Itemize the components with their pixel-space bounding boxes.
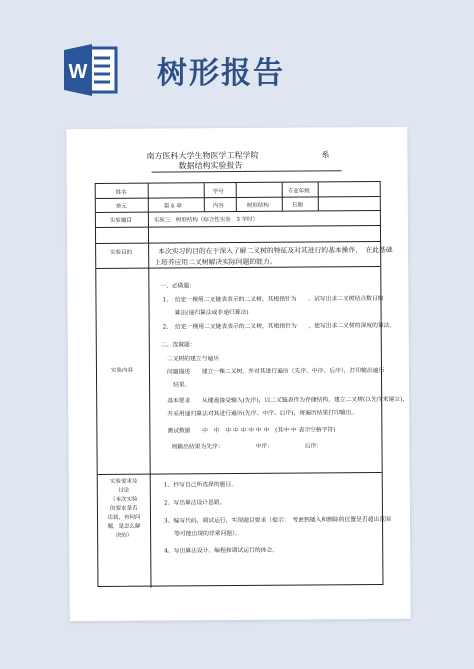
word-document-icon [62,42,120,98]
row-divider [96,225,380,228]
date-label: 日期 [291,202,303,209]
row-divider [96,266,380,269]
student-id-label: 学号 [212,189,224,196]
unit-label: 单元 [115,203,127,210]
school-name: 南方医科大学生物医学工程学院 [146,150,259,161]
content-line: 算法(递归算法或非递归算法) [174,309,249,317]
purpose-label: 实验目的 [110,249,133,256]
name-label: 姓名 [115,189,127,196]
column-divider [318,182,319,210]
content-line: 1、 给定一棵用二叉链表表示的二叉树，其根指针为 。试写出求二叉树结点数目的 [162,295,384,304]
requirement-line: 1、抄写自己所选择的题目。 [163,482,238,489]
requirement-line: 4、写出算法设计、编程和调试运行的体会。 [164,547,279,555]
row-divider [96,196,380,199]
row-divider [98,472,382,475]
requirement-line: 等可能出现的异常问题）。 [174,530,241,538]
content-value: 树形结构 [246,202,269,209]
content-line: 二叉树的建立与遍历 [166,356,220,363]
content-line: 并采用递归算法对其进行遍历(先序、中序、后序)，将遍历结果打印输出。 [167,410,358,418]
report-table [95,181,409,587]
row-divider [96,210,380,213]
topic-value: 实验三 树形结构（综合性实验 3 学时） [153,216,259,224]
title-underline [152,170,342,172]
content-line: 则输出结果为先序： 中序： 后序： [171,443,323,451]
column-divider [236,183,237,211]
content-line: 测试数据 中 中 中 中 中 中 中 中 (其中 中 表示空格字符) [167,427,336,435]
column-divider [282,183,283,211]
page-title: 树形报告 [157,56,285,91]
major-grade-label: 专业年级 [287,188,310,195]
content-line: 二、选做题： [160,342,196,349]
dept-suffix: 系 [321,150,330,160]
column-divider [148,184,152,588]
content-label: 内容 [212,203,224,210]
purpose-line-1: 本次实习的目的在于深入了解二叉树的特征及对其进行的基本操作， 在此基础 [158,245,393,256]
content-line: 2、 给定一棵用二叉链表表示的二叉树，其根指针为 ，使写出求二叉树的深度的算法。 [162,322,396,331]
svg-text:W: W [68,61,88,83]
requirements-label: 实验要求及 讨论 （本次实验 的要求是否 达到，有何问 题，是怎么解 决的） [107,478,141,539]
topic-label: 实验题目 [109,217,132,224]
report-title: 数据结构实验报告 [178,160,243,171]
content-section-label: 实验内容 [110,367,134,374]
content-line: 基本要求 从键盘接受输入(先序)，以二叉链表作为存储结构，建立二叉树(以先序来建立)， [167,396,409,405]
content-line: 结果。 [173,382,191,389]
purpose-line-2: 上培养应用二叉树解决实际问题的能力。 [154,257,277,267]
requirement-line: 3、编写代码，调试运行，实现题目要求（提示： 考虑到插入和删除的位置是否超出范围 [164,516,391,525]
requirement-line: 2、写出算法设计思路。 [163,500,226,507]
document-page [66,127,410,621]
unit-value: 第 6 章 [163,203,182,210]
column-divider [204,183,205,211]
content-line: 一、必做题： [160,283,196,290]
content-line: 问题描述 建立一棵二叉树，并对其进行遍历（先序、中序、后序），打印输出遍历 [166,367,385,376]
